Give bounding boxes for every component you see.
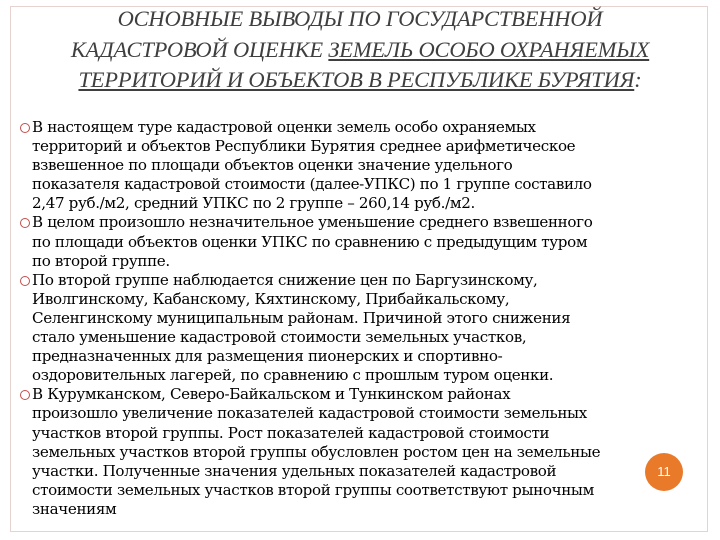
text-line: по второй группе. bbox=[32, 251, 170, 270]
text-line: оздоровительных лагерей, по сравнению с прошлым туром оценки. bbox=[32, 366, 554, 385]
bullet-circle-icon bbox=[20, 123, 30, 133]
title-line bbox=[0, 35, 720, 66]
text-line: 2,47 руб./м2, средний УПКС по 2 группе – 260,14 руб./м2. bbox=[32, 194, 475, 213]
text-line: территорий и объектов Республики Бурятия среднее арифметическое bbox=[32, 137, 576, 156]
bullet-list bbox=[20, 118, 710, 519]
text-line: значениям bbox=[32, 499, 117, 518]
text-line: произошло увеличение показателей кадастровой стоимости земельных bbox=[32, 404, 587, 423]
text-line: по площади объектов оценки УПКС по сравнению с предыдущим туром bbox=[32, 232, 588, 251]
text-line: участки. Полученные значения удельных показателей кадастровой bbox=[32, 461, 557, 480]
text-line: стало уменьшение кадастровой стоимости земельных участков, bbox=[32, 328, 527, 347]
bullet-circle-icon bbox=[20, 218, 30, 228]
text-line: По второй группе наблюдается снижение цен по Баргузинскому, bbox=[32, 270, 538, 289]
bullet-text bbox=[32, 385, 710, 519]
title-underlined-segment: ЗЕМЕЛЬ ОСОБО ОХРАНЯЕМЫХ bbox=[328, 36, 650, 62]
text-line: стоимости земельных участков второй группы соответствуют рыночным bbox=[32, 480, 594, 499]
bullet-item bbox=[20, 271, 710, 386]
bullet-circle-icon bbox=[20, 276, 30, 286]
bullet-text bbox=[32, 271, 710, 386]
bullet-item bbox=[20, 213, 710, 270]
text-line: участков второй группы. Рост показателей кадастровой стоимости bbox=[32, 423, 550, 442]
text-line: В целом произошло незначительное уменьшение среднего взвешенного bbox=[32, 213, 593, 232]
title-line bbox=[0, 65, 720, 96]
slide-title bbox=[0, 4, 720, 96]
page-number-badge: 11 bbox=[645, 453, 683, 491]
title-underlined-segment: ТЕРРИТОРИЙ И ОБЪЕКТОВ В РЕСПУБЛИКЕ БУРЯТИЯ bbox=[78, 67, 635, 92]
bullet-item bbox=[20, 118, 710, 213]
bullet-text bbox=[32, 118, 710, 213]
text-line: В Курумканском, Северо-Байкальском и Тункинском районах bbox=[32, 385, 511, 404]
bullet-circle-icon bbox=[20, 390, 30, 400]
text-line: Иволгинскому, Кабанскому, Кяхтинскому, Прибайкальскому, bbox=[32, 289, 510, 308]
text-line: взвешенное по площади объектов оценки значение удельного bbox=[32, 156, 513, 175]
text-line: земельных участков второй группы обусловлен ростом цен на земельные bbox=[32, 442, 601, 461]
text-line: В настоящем туре кадастровой оценки земель особо охраняемых bbox=[32, 118, 536, 136]
bullet-text bbox=[32, 213, 710, 270]
bullet-item bbox=[20, 385, 710, 519]
text-line: предназначенных для размещения пионерских и спортивно- bbox=[32, 347, 503, 366]
title-line: ОСНОВНЫЕ ВЫВОДЫ ПО ГОСУДАРСТВЕННОЙ bbox=[117, 6, 603, 31]
title-colon: : bbox=[634, 67, 642, 92]
title-segment: КАДАСТРОВОЙ ОЦЕНКЕ bbox=[70, 36, 323, 62]
text-line: Селенгинскому муниципальным районам. Причиной этого снижения bbox=[32, 308, 571, 327]
text-line: показателя кадастровой стоимости (далее-УПКС) по 1 группе составило bbox=[32, 175, 592, 194]
